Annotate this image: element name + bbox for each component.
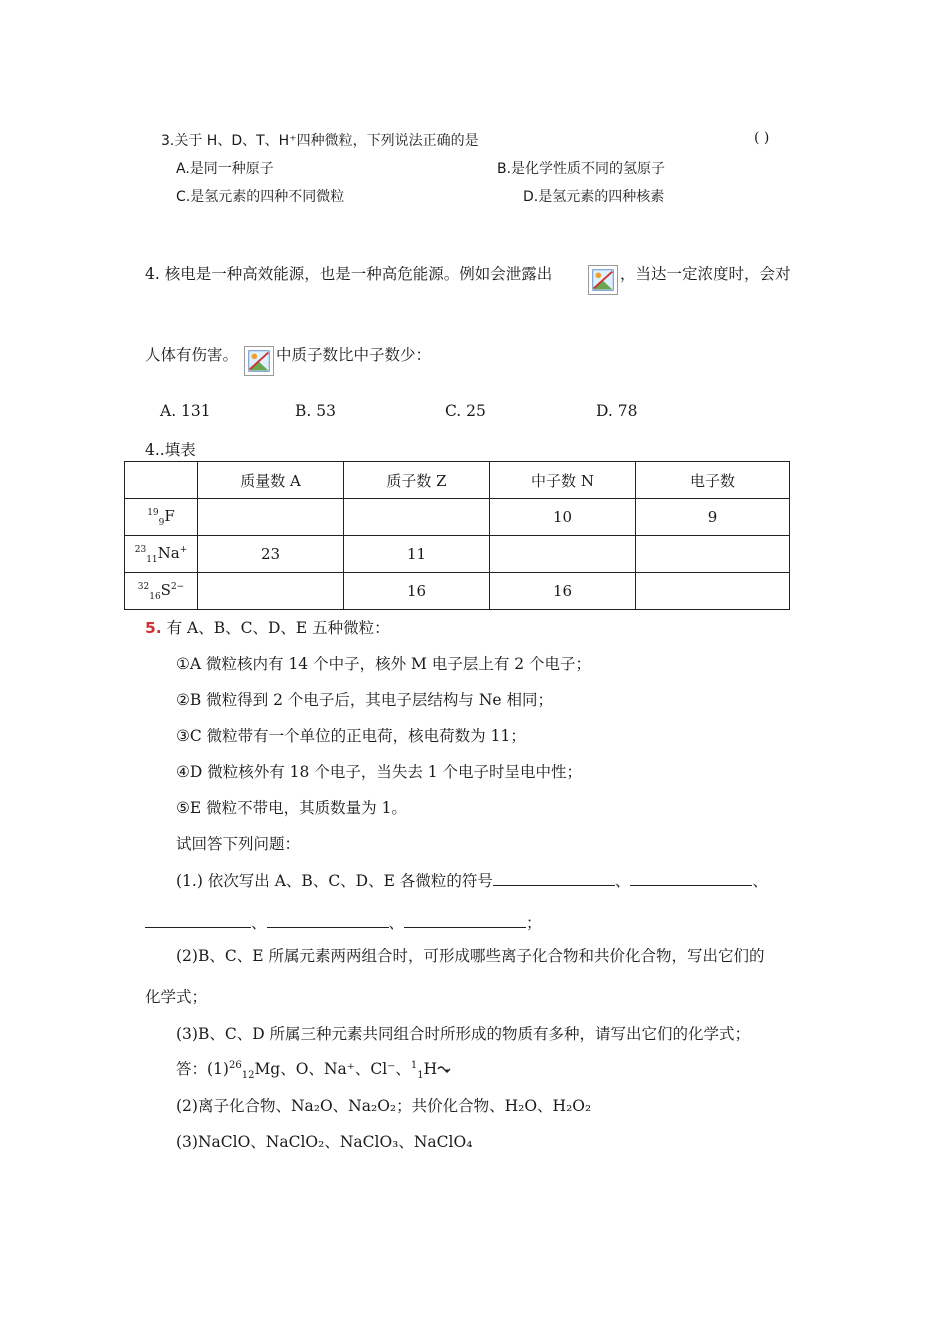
q5-sub2-line2: 化学式； [145,988,208,1006]
atomic-number: 12 [241,1070,255,1082]
table-cell[interactable] [490,536,636,573]
element-symbol: S [160,580,171,599]
q3-option-a: A.是同一种原子 [176,161,274,177]
answer-blank[interactable] [404,913,526,928]
q3-answer-paren: ( ) [754,130,770,146]
table-cell[interactable] [636,573,790,610]
atomic-number: 16 [149,591,161,602]
q5-prompt: 试回答下列问题： [176,835,301,853]
separator: 、 [251,914,267,932]
separator: 、 [388,914,405,932]
table-header-cell: 中子数 N [490,462,636,499]
q5-item: ③C 微粒带有一个单位的正电荷，核电荷数为 11； [176,727,526,745]
broken-image-icon [244,346,274,376]
ink-mark-icon [437,1064,451,1074]
answer-blank[interactable] [493,871,615,886]
table-header-cell: 质量数 A [198,462,344,499]
table-row [125,499,790,536]
table-cell[interactable] [344,499,490,536]
mass-number: 26 [228,1059,242,1071]
q5-stem: 有 A、B、C、D、E 五种微粒： [161,619,390,637]
table-cell[interactable]: 16 [344,573,490,610]
q5-item: ⑤E 微粒不带电，其质数量为 1。 [176,799,407,817]
terminator: ； [526,914,542,932]
species-cell [125,536,198,573]
ion-charge: + [179,544,188,555]
q5-item: ④D 微粒核外有 18 个电子，当失去 1 个电子时呈电中性； [176,763,583,781]
separator: 、 [752,872,768,890]
mass-number: 23 [134,544,147,555]
q4-line2-after: 中质子数比中子数少： [276,346,432,364]
q4-line1-before: 4. 核电是一种高效能源，也是一种高危能源。例如会泄露出 [145,265,553,283]
q4-line1-after: ，当达一定浓度时，会对 [620,265,791,283]
table-cell[interactable]: 11 [344,536,490,573]
q5-sub1-cont [145,911,542,933]
table-header-row [125,462,790,499]
answer-line3: (3)NaClO、NaClO₂、NaClO₃、NaClO₄ [176,1133,473,1151]
q5-sub1 [176,869,768,891]
species-cell [125,573,198,610]
answer-label: 答：(1) [176,1060,229,1078]
table-row [125,536,790,573]
q5-sub1-text: (1.) 依次写出 A、B、C、D、E 各微粒的符号 [176,872,493,890]
table-cell[interactable]: 23 [198,536,344,573]
ion-charge: 2− [170,581,185,592]
mass-number: 1 [410,1059,418,1071]
q3-stem: 3.关于 H、D、T、H⁺四种微粒，下列说法正确的是 [161,133,479,149]
q3-option-d: D.是氢元素的四种核素 [523,189,665,205]
q3-option-b: B.是化学性质不同的氢原子 [497,161,666,177]
table-cell[interactable] [198,499,344,536]
q5-sub2-line1: (2)B、C、E 所属元素两两组合时，可形成哪些离子化合物和共价化合物，写出它们的 [176,947,765,965]
answer-blank[interactable] [630,871,752,886]
answer-line2: (2)离子化合物、Na₂O、Na₂O₂；共价化合物、H₂O、H₂O₂ [176,1097,592,1115]
q4-option-c: C. 25 [445,402,486,420]
table-cell[interactable] [198,573,344,610]
q5-heading [145,616,390,638]
mass-number: 19 [147,507,159,518]
q5-item: ①A 微粒核内有 14 个中子，核外 M 电子层上有 2 个电子； [176,655,592,673]
element-symbol: H [423,1060,438,1078]
element-symbol: F [164,506,175,525]
mass-number: 32 [137,581,150,592]
q5-item: ②B 微粒得到 2 个电子后，其电子层结构与 Ne 相同； [176,691,554,709]
element-symbol: Na [157,543,180,562]
table-cell[interactable]: 10 [490,499,636,536]
q3-option-c: C.是氢元素的四种不同微粒 [176,189,345,205]
q4-option-b: B. 53 [295,402,336,420]
table-cell[interactable]: 9 [636,499,790,536]
species-cell [125,499,198,536]
q4-line2-before: 人体有伤害。 [145,346,239,364]
q5-sub3: (3)B、C、D 所属三种元素共同组合时所形成的物质有多种，请写出它们的化学式； [176,1025,751,1043]
table-header-cell: 电子数 [636,462,790,499]
q4-option-d: D. 78 [596,402,638,420]
fill-in-table [124,461,790,610]
atomic-number: 9 [158,517,165,528]
table-header-cell: 质子数 Z [344,462,490,499]
q5-number: 5. [145,619,162,637]
table-cell[interactable] [636,536,790,573]
q4-option-a: A. 131 [160,402,211,420]
answer-blank[interactable] [145,913,251,928]
answer-blank[interactable] [267,913,389,928]
table-cell[interactable]: 16 [490,573,636,610]
table-header-cell [125,462,198,499]
table-title: 4..填表 [145,441,196,459]
table-row [125,573,790,610]
atomic-number: 11 [146,554,158,565]
atomic-number: 1 [417,1070,424,1082]
answer-line1 [176,1057,451,1081]
separator: 、 [614,872,631,890]
broken-image-icon [588,265,618,295]
answer-line1-text: Mg、O、Na⁺、Cl⁻、 [254,1060,411,1078]
